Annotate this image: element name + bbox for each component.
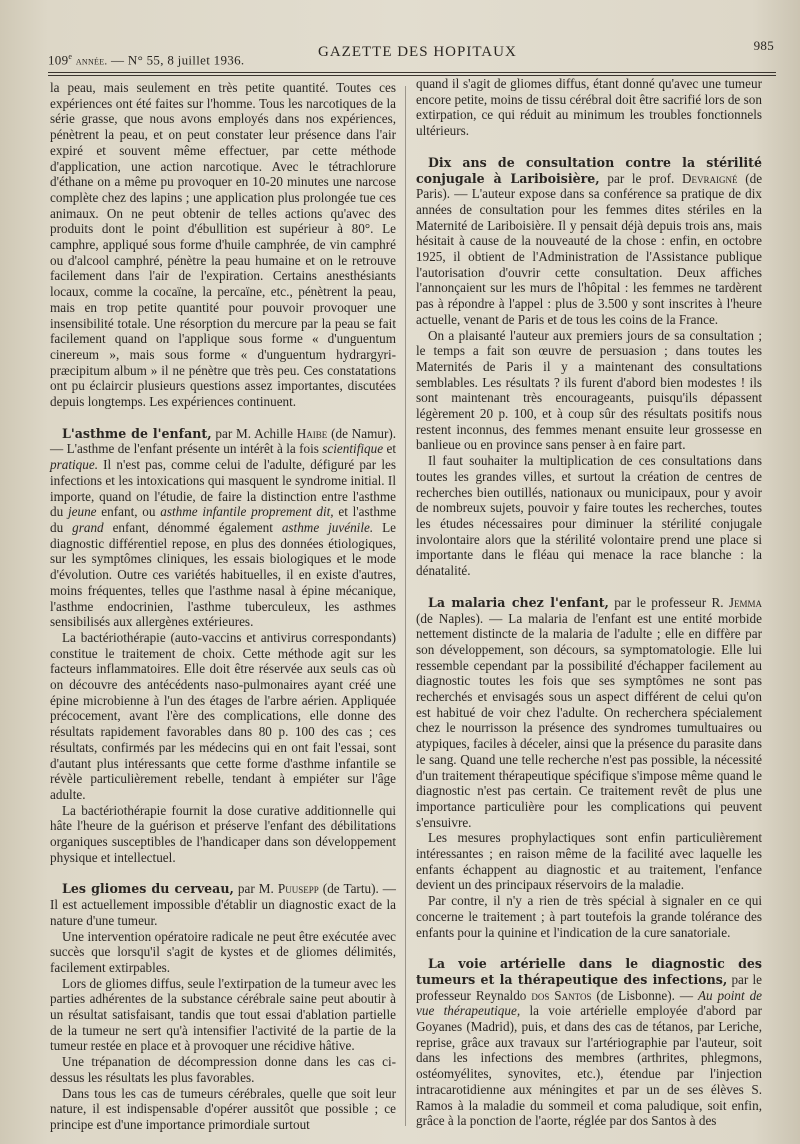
italic-text: scientifique: [322, 441, 384, 457]
article-asthme: [50, 426, 396, 630]
author-name: Haibe: [296, 425, 328, 441]
article-text: la voie artérielle employée d'abord par Goyanes (Madrid), puis, et dans des cas de tétanos, par Leriche, reprise, grâce aux travaux sur l'artériographie par l'auteur, soit dans les infections des membres (arthrites, phlegmons, ostéomyélites, synovites, etc.), étendue par l'injection intracarotidienne aux méningites et par un de ses élèves S. Ramos à la maladie du sommeil et coma paludique, soit enfin, grâce à la ponction de l'aorte, réglée par dos Santos à des: [416, 1003, 763, 1129]
article-title: L'asthme de l'enfant,: [62, 425, 212, 441]
author-prefix: par M.: [237, 881, 274, 897]
header-rule: [48, 72, 776, 73]
author-name: Jemma: [728, 594, 763, 610]
paragraph: Les mesures prophylactiques sont enfin particulièrement intéressantes ; en raison même de la facilité avec laquelle les enfants échappent au diagnostic et au traitement, l'enfance devient un des principaux réservoirs de la maladie.: [416, 830, 762, 893]
year-suffix: e: [68, 52, 73, 61]
left-column: [50, 80, 396, 1133]
article-gliomes: [50, 881, 396, 928]
article-sterilite: [416, 155, 762, 328]
paragraph: La bactériothérapie (auto-vaccins et antivirus correspondants) constitue le traitement de choix. Cette méthode agit sur les facteurs inflammatoires. Elle doit être réservée aux seuls cas où on découvre des antécédents naso-pulmonaires ayant créé une épine microbienne à l'un des étages de l'arbre aérien. Appliquée précocement, avant l'ère des complications, elle donne des résultats rapidement favorables dans 80 p. 100 des cas ; ces résultats, confirmés par les médecins qui en ont fait l'essai, sont d'autant plus intéressants que cette forme d'asthme infantile se révèle particulièrement rebelle, tendant à empiéter sur l'âge adulte.: [50, 629, 396, 802]
author-prefix: par le professeur Reynaldo: [416, 971, 762, 1003]
article-title: Les gliomes du cerveau,: [62, 881, 234, 897]
article-voie-arterielle: [416, 956, 762, 1129]
paragraph: Dans tous les cas de tumeurs cérébrales, quelle que soit leur nature, il est indispensable d'opérer aussitôt que possible ; ce principe est d'une importance primordiale surtout: [50, 1085, 396, 1132]
journal-title: GAZETTE DES HOPITAUX: [318, 44, 517, 60]
author-prefix: par le professeur R.: [614, 594, 724, 610]
article-text: (de Namur). — L'asthme de l'enfant présente un intérêt à la fois: [50, 425, 397, 457]
right-column: [416, 76, 762, 1129]
author-name: Devraigné: [682, 170, 738, 186]
column-divider: [405, 86, 406, 1126]
italic-text: asthme infantile proprement dit,: [160, 504, 334, 520]
article-text: et l'asthme du: [50, 504, 397, 535]
issue-line: [48, 52, 244, 68]
paragraph: Par contre, il n'y a rien de très spécial à signaler en ce qui concerne le traitement ; à part toutefois la grande tolérance des enfants pour la quinine et l'indication de la cure sanatoriale.: [416, 893, 762, 940]
article-text: Il n'est pas, comme celui de l'adulte, défiguré par les infections et les intoxications qui masquent le syndrome initial. Il importe, quand on l'étudie, de faire la distinction entre l'asthme du: [50, 457, 396, 520]
author-name: Puusepp: [277, 881, 319, 897]
paragraph: Une trépanation de décompression donne dans les cas ci-dessus les résultats les plus favorables.: [50, 1054, 396, 1085]
article-text: enfant, ou: [101, 504, 156, 520]
paragraph: Il faut souhaiter la multiplication de ces consultations dans toutes les grandes villes, et surtout la création de centres de recherches bien outillés, nationaux ou municipaux, pour y avoir de nombreux sujets, pouvoir y faire toutes les recherches, toutes les études nécessaires pour diminuer la stérilité conjugale involontaire alors que la stérilité volontaire prend une place si importante dans le fléau qui menace la race blanche : la dénatalité.: [416, 453, 762, 579]
article-text: (de Lisbonne). —: [596, 987, 694, 1003]
italic-text: pratique.: [50, 457, 98, 473]
author-prefix: par M. Achille: [215, 425, 293, 441]
article-title: La malaria chez l'enfant,: [428, 594, 609, 610]
article-text: Le diagnostic différentiel repose, en plus des données étiologiques, sur les symptômes cliniques, les essais biologiques et le mode d'évolution. Outre ces variétés habituelles, il en existe d'autres, moins fréquentes, telles que l'asthme nasal à épine mécanique, l'asthme endocrinien, l'asthme tuberculeux, les asthmes sensibilisés aux allergènes extérieures.: [50, 519, 397, 630]
issue-date: — N° 55, 8 juillet 1936.: [111, 52, 245, 68]
paragraph: la peau, mais seulement en très petite quantité. Toutes ces expériences ont été faites sur l'homme. Tous les narcotiques de la série grasse, que nous avons employés dans nos expériences, pénètrent la peau, et on peut constater leur présence dans l'air expiré et souvent même effectuer, par cette méthode d'application, une action narcotique. Avec le tétrachlorure d'éthane on a même pu provoquer en 10-20 minutes une narcose complète chez des lapins ; une application plus prolongée tue ces animaux. On ne peut obtenir de telles actions qu'avec des produits dont le point d'ébullition est supérieur à 80°. Le camphre, appliqué sous forme d'huile camphrée, de vin camphré ou d'alcool camphré, pénètre la peau humaine et on le retrouve facilement dans l'air de l'expiration. Certains anesthésiants locaux, comme la cocaïne, la percaïne, etc., pénètrent la peau, mais en trop petite quantité pour pouvoir provoquer une insensibilité totale. Une résorption du mercure par la peau se fait facilement quand on l'applique sous forme « d'unguentum cinereum », mais sous forme « d'unguentum hydrargyri-præcipitum album » il ne pénètre que très peu. Ces constatations ont pu éclaircir plusieurs questions assez importantes, discutées depuis longtemps. Les expériences continuent.: [50, 80, 396, 410]
paragraph: Lors de gliomes diffus, seule l'extirpation de la tumeur avec les parties adhérentes de la substance cérébrale saine peut aboutir à un résultat satisfaisant, tandis que tout essai d'ablation partielle de la tumeur ne sert qu'à intensifier l'activité de la partie de la tumeur restée en place et à provoquer une récidive hâtive.: [50, 975, 396, 1054]
article-text: (de Paris). — L'auteur expose dans sa conférence sa pratique de dix années de consultation pour les femmes dites stériles en la Maternité de Lariboisière. Il y pensait déjà depuis trois ans, mais hésitait à cause de la nouveauté de la chose : enfin, en octobre 1925, il obtient de l'Administration de l'Assistance publique l'autorisation d'ouvrir cette consultation. Deux affiches l'annonçaient sur les murs de l'hôpital : les femmes ne tardèrent pas à répondre à l'appel : plus de 3.500 y sont inscrites à l'heure actuelle, venant de Paris et de tous les coins de la France.: [416, 170, 763, 327]
article-text: (de Naples). — La malaria de l'enfant est une entité morbide nettement distincte de la malaria de l'adulte ; elle en diffère par son développement, son décours, sa symptomatologie. Elle lui ressemble cependant par la possibilité d'échapper facilement au diagnostic toutes les fois que ses symptômes ne sont pas recherchés et envisagés sous un aspect différent de celui qu'on est habitué de voir chez l'adulte. On recherchera spécialement chez le nourrisson la présence des syndromes tumultuaires ou atypiques, faciles à déceler, ainsi que la présence du parasite dans le sang. Quand une telle recherche n'est pas possible, la nécessité d'un traitement thérapeutique spécifique s'impose même quand le diagnostic n'est pas certain. Ce traitement revêt de plus une importance particulière pour les complications qui peuvent s'ensuivre.: [416, 610, 762, 830]
paragraph: La bactériothérapie fournit la dose curative additionnelle qui hâte l'heure de la guérison et préserve l'enfant des débilitations organiques susceptibles de l'handicaper dans son développement physique et intellectuel.: [50, 802, 396, 865]
page-number: 985: [753, 38, 774, 53]
article-text: enfant, dénommé également: [112, 519, 273, 535]
article-text: (de Tartu). — Il est actuellement impossible d'établir un diagnostic exact de la nature d'une tumeur.: [50, 881, 396, 928]
page-header: [48, 38, 776, 72]
article-text: et: [386, 441, 396, 457]
paragraph: On a plaisanté l'auteur aux premiers jours de sa consultation ; le temps a fait son œuvre de persuasion ; dans toutes les Maternités de Paris il y a maintenant des consultations semblables. Les résultats ? ils furent d'abord bien modestes ! ils sont maintenant très encourageants, puisqu'ils dépassent légèrement 20 p. 100, et à coup sûr des résultats positifs nous restent inconnus, des femmes menant ensuite leur grossesse en banlieue ou en province sans penser à en faire part.: [416, 327, 762, 453]
annee-label: année.: [75, 55, 108, 68]
author-name: dos Santos: [531, 987, 592, 1003]
article-title: Dix ans de consultation contre la stérilité conjugale à Lariboisière,: [416, 154, 762, 186]
paragraph: Une intervention opératoire radicale ne peut être exécutée avec succès que lorsqu'il s'agit de kystes et de gliomes délimités, facilement extirpables.: [50, 928, 396, 975]
author-prefix: par le prof.: [607, 170, 675, 186]
article-title: La voie artérielle dans le diagnostic des tumeurs et la thérapeutique des infections,: [416, 956, 762, 987]
italic-text: grand: [72, 519, 104, 535]
article-malaria: [416, 595, 762, 831]
italic-text: jeune: [67, 504, 97, 520]
paragraph: quand il s'agit de gliomes diffus, étant donné qu'avec une tumeur encore petite, moins de tissu cérébral doit être sacrifié lors de son extirpation, ce qui réduit au minimum les troubles fonctionnels ultérieurs.: [416, 76, 762, 139]
italic-text: Au point de vue thérapeutique,: [416, 987, 763, 1019]
year: 109: [48, 52, 69, 68]
italic-text: asthme juvénile.: [281, 519, 374, 535]
